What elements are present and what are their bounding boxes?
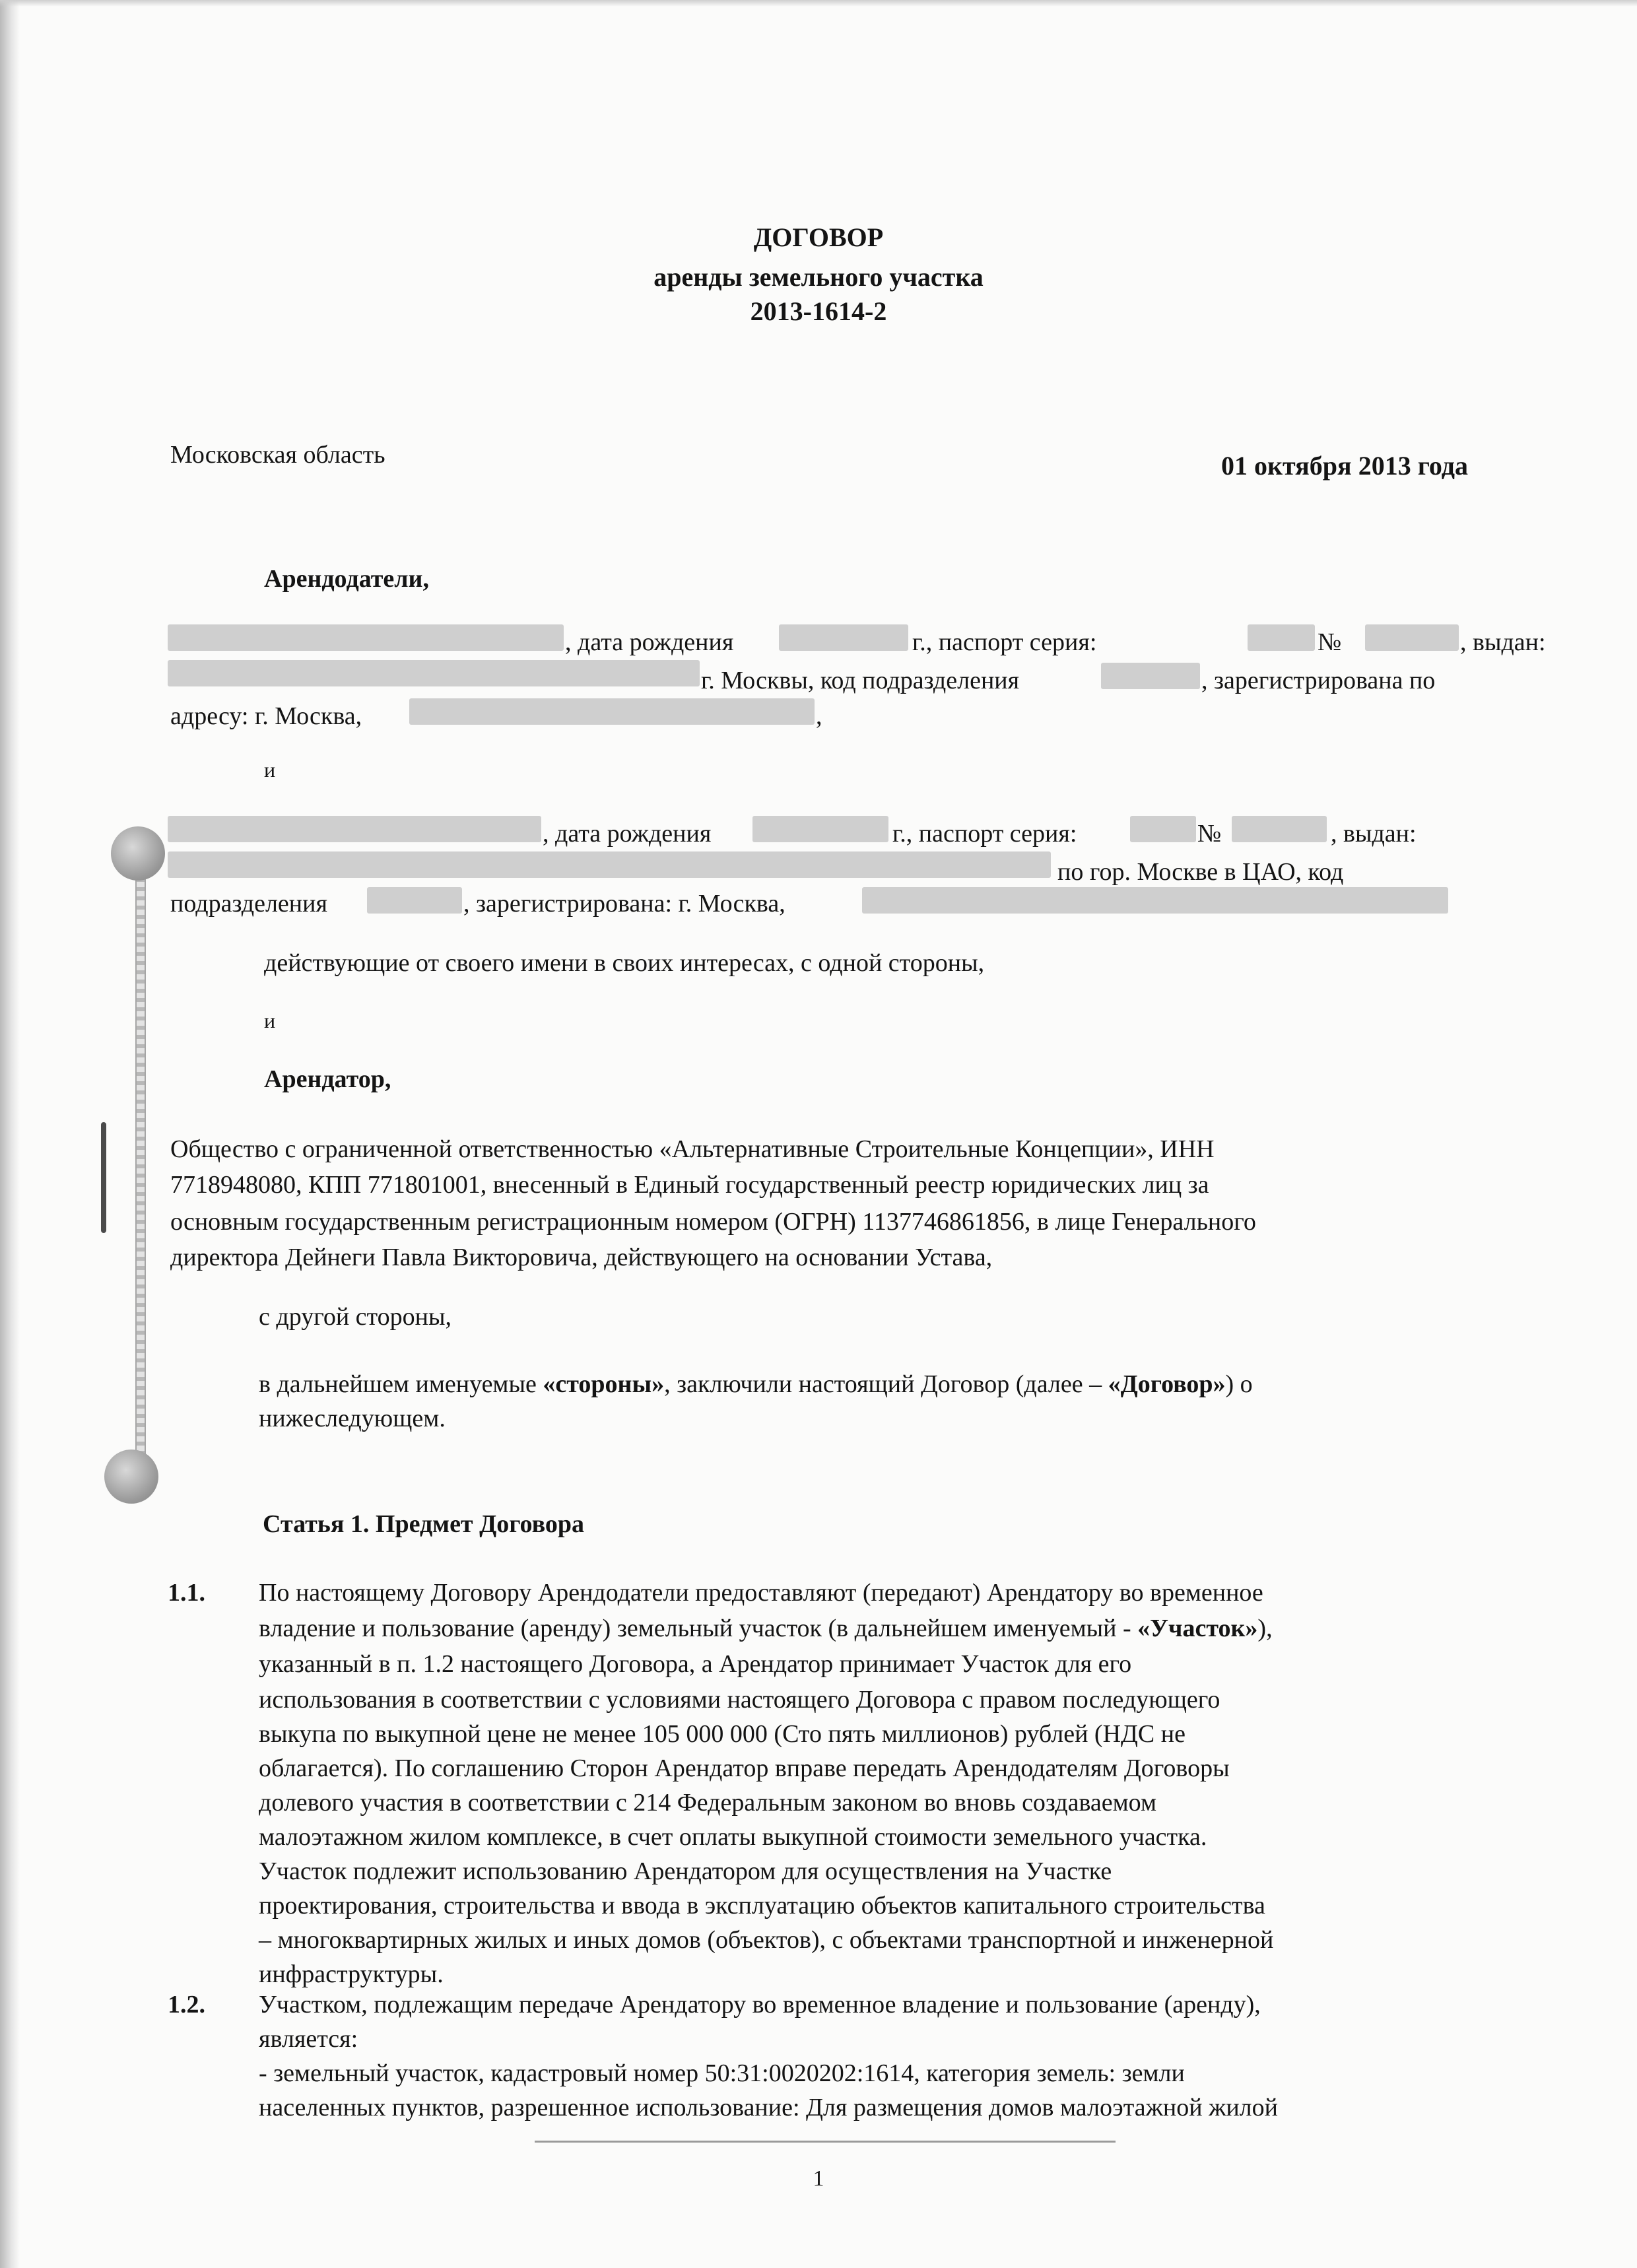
page-number: 1 (813, 2166, 824, 2191)
redaction-lessor2-name (168, 816, 541, 842)
lessor2-issuer-suffix: по гор. Москве в ЦАО, код (1057, 858, 1344, 886)
comma: , (816, 702, 822, 730)
clause-1-1-line-8: малоэтажном жилом комплексе, в счет оплаты выкупной стоимости земельного участка. (259, 1823, 1207, 1851)
lessee-heading: Арендатор, (264, 1065, 391, 1093)
article-1-heading: Статья 1. Предмет Договора (263, 1510, 585, 1538)
place: Московская область (170, 441, 385, 469)
top-edge-shadow (0, 0, 1637, 7)
referred-line: в дальнейшем именуемые «стороны», заключили настоящий Договор (далее – «Договор») о (259, 1370, 1253, 1398)
redaction-lessor2-series (1130, 816, 1196, 842)
clause-1-1-line-9: Участок подлежит использованию Арендатором для осуществления на Участке (259, 1857, 1112, 1885)
clause-1-1-line-11: – многоквартирных жилых и иных домов (объектов), с объектами транспортной и инженерной (259, 1926, 1274, 1954)
clause-1-1-line-10: проектирования, строительства и ввода в эксплуатацию объектов капитального строительства (259, 1892, 1265, 1919)
contract-date: 01 октября 2013 года (1221, 451, 1468, 481)
redaction-lessor1-number (1365, 624, 1459, 651)
clause-1-1-line-1: По настоящему Договору Арендодатели предоставляют (передают) Арендатору во временное (259, 1579, 1263, 1607)
redaction-lessor1-name (168, 624, 564, 651)
redaction-lessor1-division (1101, 663, 1200, 689)
lessee-line-2: 7718948080, КПП 771801001, внесенный в Единый государственный реестр юридических лиц за (170, 1171, 1209, 1199)
lessor2-registered-label: , зарегистрирована: г. Москва, (463, 890, 785, 917)
clause-1-1-line-7: долевого участия в соответствии с 214 Федеральным законом во вновь создаваемом (259, 1789, 1157, 1817)
clause-1-1-number: 1.1. (168, 1579, 205, 1607)
clause-1-1-line-5: выкупа по выкупной цене не менее 105 000 000 (Сто пять миллионов) рублей (НДС не (259, 1720, 1186, 1748)
redaction-lessor2-birthdate (752, 816, 888, 842)
lessor1-address-label: адресу: г. Москва, (170, 702, 362, 730)
binding-thread (135, 863, 146, 1461)
lessor2-passport-label: г., паспорт серия: (892, 820, 1077, 848)
acting-statement: действующие от своего имени в своих интересах, с одной стороны, (264, 949, 985, 977)
lessor2-birth-label: , дата рождения (543, 820, 712, 848)
lessee-line-1: Общество с ограниченной ответственностью «Альтернативные Строительные Концепции», ИНН (170, 1135, 1215, 1163)
lessor2-issued-label: , выдан: (1331, 820, 1417, 848)
clause-1-2-line-3: - земельный участок, кадастровый номер 50:31:0020202:1614, категория земель: земли (259, 2059, 1185, 2087)
redaction-lessor2-address (862, 887, 1448, 914)
lessor1-registered-label: , зарегистрирована по (1201, 667, 1436, 694)
redaction-lessor1-issuer (168, 660, 700, 686)
redaction-lessor1-address (409, 698, 815, 725)
lessor2-division-label: подразделения (170, 890, 327, 917)
clause-1-1-line-3: указанный в п. 1.2 настоящего Договора, а Арендатор принимает Участок для его (259, 1650, 1132, 1678)
clause-1-1-line-4: использования в соответствии с условиями настоящего Договора с правом последующего (259, 1686, 1220, 1714)
binding-hole-top (111, 826, 165, 881)
lessor1-number-sign: № (1318, 628, 1342, 656)
lessor2-number-sign: № (1197, 820, 1222, 848)
conjunction-and: и (264, 758, 276, 782)
footer-rule (535, 2141, 1116, 2143)
redaction-lessor2-division (367, 887, 462, 914)
redaction-lessor1-series (1248, 624, 1315, 651)
clause-1-2-line-2: является: (259, 2025, 358, 2053)
staple (101, 1122, 106, 1233)
lessee-line-4: директора Дейнеги Павла Викторовича, действующего на основании Устава, (170, 1244, 993, 1271)
lessors-heading: Арендодатели, (264, 565, 429, 593)
clause-1-2-line-4: населенных пунктов, разрешенное использование: Для размещения домов малоэтажной жилой (259, 2094, 1278, 2121)
lessee-line-3: основным государственным регистрационным номером (ОГРН) 1137746861856, в лице Генерального (170, 1208, 1256, 1236)
doc-title: ДОГОВОР (753, 222, 884, 252)
clause-1-2-number: 1.2. (168, 1991, 205, 2018)
doc-number: 2013-1614-2 (750, 296, 887, 326)
conjunction-and-2: и (264, 1009, 276, 1032)
clause-1-1-line-6: облагается). По соглашению Сторон Арендатор вправе передать Арендодателям Договоры (259, 1754, 1230, 1782)
referred-line-2: нижеследующем. (259, 1405, 446, 1432)
lessor1-issued-label: , выдан: (1460, 628, 1546, 656)
redaction-lessor2-issuer (168, 851, 1051, 878)
lessor1-passport-label: г., паспорт серия: (912, 628, 1097, 656)
doc-subtitle: аренды земельного участка (653, 262, 984, 292)
clause-1-2-line-1: Участком, подлежащим передаче Арендатору во временное владение и пользование (аренду), (259, 1991, 1261, 2018)
redaction-lessor1-birthdate (779, 624, 908, 651)
lessor1-birth-label: , дата рождения (565, 628, 734, 656)
lessor1-division-label: г. Москвы, код подразделения (701, 667, 1020, 694)
other-side: с другой стороны, (259, 1303, 452, 1331)
clause-1-1-line-12: инфраструктуры. (259, 1960, 444, 1988)
binding-edge-shadow (0, 0, 20, 2268)
clause-1-1-line-2: владение и пользование (аренду) земельный участок (в дальнейшем именуемый - «Участок»), (259, 1615, 1273, 1642)
binding-hole-bottom (104, 1450, 158, 1504)
redaction-lessor2-number (1232, 816, 1327, 842)
